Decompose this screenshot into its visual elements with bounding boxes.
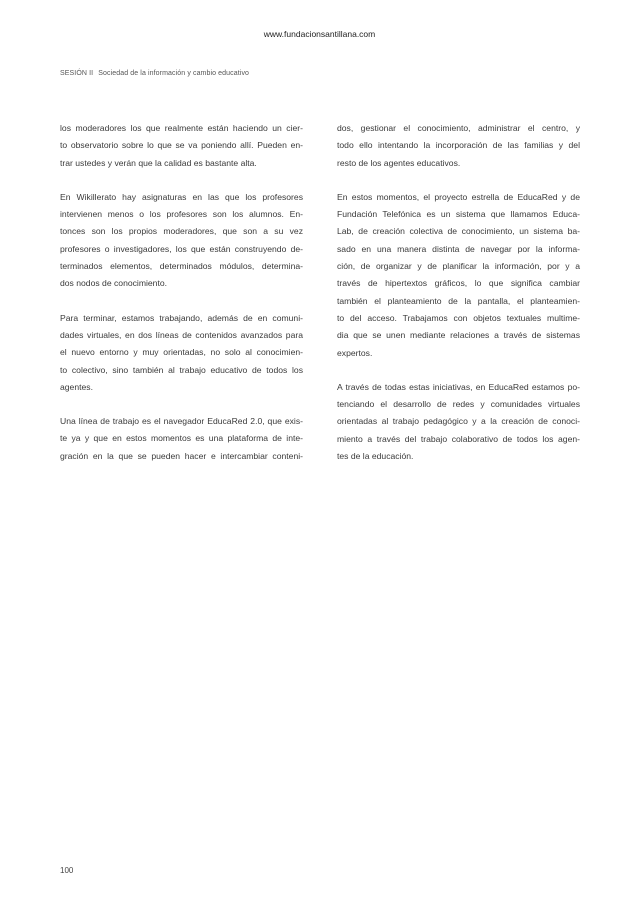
page-number: 100 [60, 866, 74, 875]
text-line: gración en la que se pueden hacer e intercambiar conteni- [60, 450, 303, 461]
text-line: En Wikillerato hay asignaturas en las que los profesores [60, 191, 303, 202]
text-line: tenciando el desarrollo de redes y comunidades virtuales [337, 399, 580, 410]
text-line: profesores o investigadores, los que están construyendo de- [60, 243, 303, 254]
text-line: Fundación Telefónica es un sistema que llamamos Educa- [337, 209, 580, 220]
text-line: ción, de organizar y de planificar la información, por y a [337, 261, 580, 272]
text-line: agentes. [60, 381, 93, 392]
text-line: trar ustedes y verán que la calidad es bastante alta. [60, 157, 257, 168]
text-line: intervienen menos o los profesores son los alumnos. En- [60, 209, 303, 220]
right-column [337, 120, 580, 482]
section-title: Sociedad de la información y cambio educativo [98, 70, 250, 77]
text-line: dos, gestionar el conocimiento, administrar el centro, y [337, 123, 580, 133]
text-line: el nuevo entorno y muy orientadas, no solo al conocimien- [60, 347, 303, 358]
site-url[interactable]: www.fundacionsantillana.com [263, 29, 376, 39]
session-label: SESIÓN II [60, 70, 94, 77]
text-line: través de hipertextos gráficos, lo que significa cambiar [337, 278, 580, 289]
text-line: también el planteamiento de la pantalla, el planteamien- [337, 295, 580, 306]
text-line: los moderadores los que realmente están haciendo un cier- [60, 123, 303, 133]
paragraph [60, 189, 303, 293]
paragraph [337, 120, 580, 172]
text-line: Una línea de trabajo es el navegador EducaRed 2.0, que exis- [60, 416, 303, 427]
text-line: orientadas al trabajo pedagógico y a la creación de conoci- [337, 416, 580, 427]
paragraph [60, 413, 303, 465]
running-header [60, 70, 249, 77]
text-line: tes de la educación. [337, 451, 414, 462]
text-line: Lab, de creación colectiva de conocimiento, un sistema ba- [337, 226, 580, 237]
text-line: terminados elementos, determinados módulos, determina- [60, 261, 303, 272]
text-line: tonces son los propios moderadores, que son a su vez [60, 226, 303, 237]
text-line: todo ello intentando la incorporación de las familias y del [337, 140, 580, 151]
text-line: to colectivo, sino también al trabajo educativo de todos los [60, 364, 303, 375]
text-line: En estos momentos, el proyecto estrella de EducaRed y de [337, 191, 580, 202]
text-line: sado en una manera distinta de navegar por la informa- [337, 243, 580, 254]
paragraph [337, 379, 580, 465]
text-line: expertos. [337, 347, 373, 358]
text-line: to observatorio sobre lo que se va poniendo allí. Pueden en- [60, 140, 303, 151]
text-line: miento a través del trabajo colaborativo de todos los agen- [337, 433, 580, 444]
text-line: dos nodos de conocimiento. [60, 278, 168, 289]
paragraph [337, 189, 580, 362]
text-line: to del acceso. Trabajamos con objetos textuales multime- [337, 312, 580, 323]
text-line: te ya y que en estos momentos es una plataforma de inte- [60, 433, 303, 444]
text-line: A través de todas estas iniciativas, en EducaRed estamos po- [337, 381, 580, 392]
text-line: dia que se unen mediante relaciones a través de sistemas [337, 330, 580, 341]
text-line: Para terminar, estamos trabajando, además de en comuni- [60, 312, 303, 323]
left-column [60, 120, 303, 482]
paragraph [60, 120, 303, 172]
paragraph [60, 310, 303, 396]
text-line: resto de los agentes educativos. [337, 157, 461, 168]
text-line: dades virtuales, en dos líneas de contenidos avanzados para [60, 329, 303, 340]
